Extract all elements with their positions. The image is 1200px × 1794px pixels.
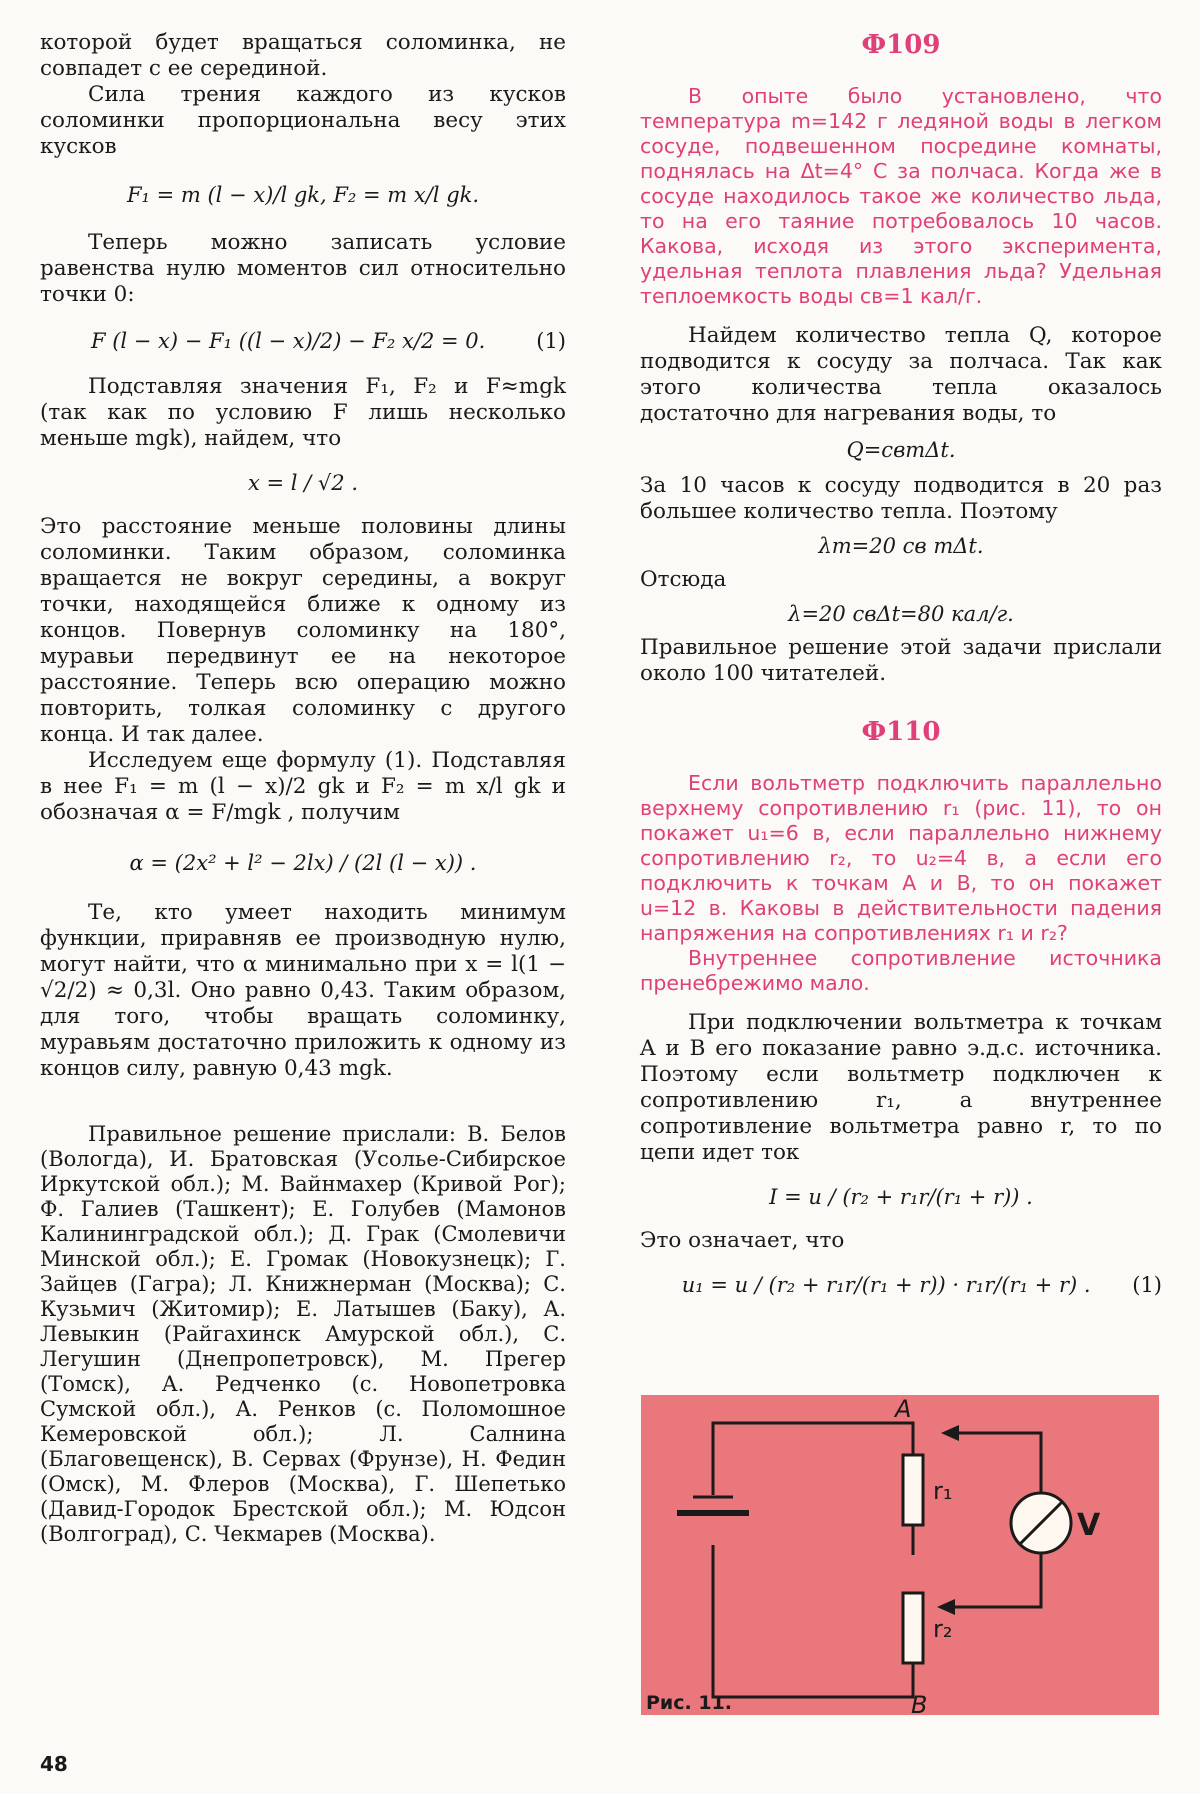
formula-u1-body: u₁ = u / (r₂ + r₁r/(r₁ + r)) · r₁r/(r₁ + r) . (681, 1273, 1091, 1297)
arrow-icon-bottom (937, 1599, 955, 1615)
solution-f109-para-4: Правильное решение этой задачи прислали около 100 читателей. (640, 635, 1162, 686)
task-title-f110: Ф110 (861, 717, 941, 747)
solvers-list: Правильное решение прислали: В. Белов (Вологда), И. Братовская (Усолье-Сибирское Иркутской обл.); М. Вайнмахер (Кривой Рог); Ф. Галиев (Ташкент); Е. Голубев (Мамонов Калининградской обл.); Д. Грак (Смолевичи Минской обл.); Е. Громак (Новокузнецк); Г. Зайцев (Гагра); Л. Книжнерман (Москва); С. Кузьмич (Житомир); Е. Латышев (Баку), А. Левыкин (Райгахинск Амурской обл.), С. Легушин (Днепропетровск), М. Прегер (Томск), А. Редченко (с. Новопетровка Сумской обл.), А. Ренков (с. Поломошное Кемеровской обл.); Л. Салнина (Благовещенск), В. Сервах (Фрунзе), Н. Федин (Омск), М. Флеров (Москва), Г. Шепетько (Давид-Городок Брестской обл.); М. Юдсон (Волгоград), С. Чекмарев (Москва). (40, 1122, 566, 1546)
resistor-r1-icon (903, 1455, 923, 1525)
formula-moments (40, 328, 566, 354)
left-para-5: Это расстояние меньше половины длины соломинки. Таким образом, соломинка вращается не вокруг середины, а вокруг точки, находящейся ближе к одному из концов. Повернув соломинку на 180°, муравьи передвинут ее на некоторое расстояние. Теперь всю операцию можно повторить, толкая соломинку с другого конца. И так далее. (40, 514, 566, 747)
formula-lambda-m: λm=20 cв mΔt. (818, 534, 984, 558)
task-f109-text: В опыте было установлено, что температура m=142 г ледяной воды в легком сосуде, подвешенном посредине комнаты, поднялась на Δt=4° С за полчаса. Когда же в сосуде находилось такое же количество льда, то на его таяние потребовалось 10 часов. Какова, исходя из этого эксперимента, удельная теплота плавления льда? Удельная теплоемкость воды cв=1 кал/г. (640, 84, 1162, 308)
formula-forces: F₁ = m (l − x)/l gk, F₂ = m x/l gk. (126, 183, 480, 207)
voltmeter-wire-top (951, 1433, 1041, 1493)
formula-q: Q=cвmΔt. (846, 438, 956, 462)
right-column (640, 30, 1162, 1316)
equation-number-1: (1) (536, 329, 566, 353)
solution-f109-para-2: За 10 часов к сосуду подводится в 20 раз большее количество тепла. Поэтому (640, 473, 1162, 524)
label-r1: r₁ (933, 1477, 953, 1505)
task-f110-text-b: Внутреннее сопротивление источника пренебрежимо мало. (640, 946, 1162, 995)
voltmeter-wire-bottom (946, 1553, 1041, 1607)
task-f110-text-a: Если вольтметр подключить параллельно верхнему сопротивлению r₁ (рис. 11), то он покажет u₁=6 в, если параллельно нижнему сопротивлению r₂, то u₂=4 в, а если его подключить к точкам A и B, то он покажет u=12 в. Каковы в действительности падения напряжения на сопротивлениях r₁ и r₂? (640, 771, 1162, 945)
formula-u1 (640, 1272, 1162, 1298)
left-para-6: Исследуем еще формулу (1). Подставляя в нее F₁ = m (l − x)/2 gk и F₂ = m x/l gk и обозначая α = F/mgk , получим (40, 748, 566, 825)
figure-caption: Рис. 11. (646, 1692, 732, 1714)
left-para-1: которой будет вращаться соломинка, не совпадет с ее серединой. (40, 30, 566, 81)
equation-number-1-right: (1) (1132, 1273, 1162, 1297)
solution-f110-para-2: Это означает, что (640, 1228, 845, 1253)
left-para-7: Те, кто умеет находить минимум функции, приравняв ее производную нулю, могут найти, что α минимально при x = l(1 − √2/2) ≈ 0,3l. Оно равно 0,43. Таким образом, для того, чтобы вращать соломинку, муравьям достаточно приложить к одному из концов силу, равную 0,43 mgk. (40, 900, 566, 1081)
left-para-2: Сила трения каждого из кусков соломинки пропорциональна весу этих кусков (40, 82, 566, 159)
formula-current: I = u / (r₂ + r₁r/(r₁ + r)) . (769, 1185, 1033, 1209)
left-para-4: Подставляя значения F₁, F₂ и F≈mgk (так как по условию F лишь несколько меньше mgk), найдем, что (40, 374, 566, 451)
wire-bottom (713, 1545, 913, 1697)
resistor-r2-icon (903, 1593, 923, 1663)
label-r2: r₂ (933, 1615, 953, 1643)
wire-top (713, 1423, 913, 1495)
formula-lambda: λ=20 cвΔt=80 кал/г. (788, 602, 1014, 626)
solution-f110-para-1: При подключении вольтметра к точкам A и B его показание равно э.д.с. источника. Поэтому если вольтметр подключен к сопротивлению r₁, а внутреннее сопротивление вольтметра равно r, то по цепи идет ток (640, 1010, 1162, 1165)
solution-f109-para-3: Отсюда (640, 567, 727, 592)
circuit-figure (641, 1395, 1159, 1715)
formula-alpha: α = (2x² + l² − 2lx) / (2l (l − x)) . (129, 851, 477, 875)
left-para-3: Теперь можно записать условие равенства нулю моментов сил относительно точки 0: (40, 230, 566, 307)
page-number: 48 (40, 1752, 68, 1776)
label-v: V (1077, 1508, 1101, 1543)
task-title-f109: Ф109 (861, 30, 941, 60)
arrow-icon-top (941, 1425, 959, 1441)
label-b: B (911, 1691, 928, 1715)
label-a: A (895, 1395, 912, 1423)
formula-x: x = l / √2 . (247, 471, 359, 495)
formula-moments-body: F (l − x) − F₁ ((l − x)/2) − F₂ x/2 = 0. (90, 329, 486, 353)
circuit-diagram (641, 1395, 1159, 1715)
left-column (40, 30, 566, 1547)
solution-f109-para-1: Найдем количество тепла Q, которое подводится к сосуду за полчаса. Так как этого количества тепла оказалось достаточно для нагревания воды, то (640, 323, 1162, 426)
